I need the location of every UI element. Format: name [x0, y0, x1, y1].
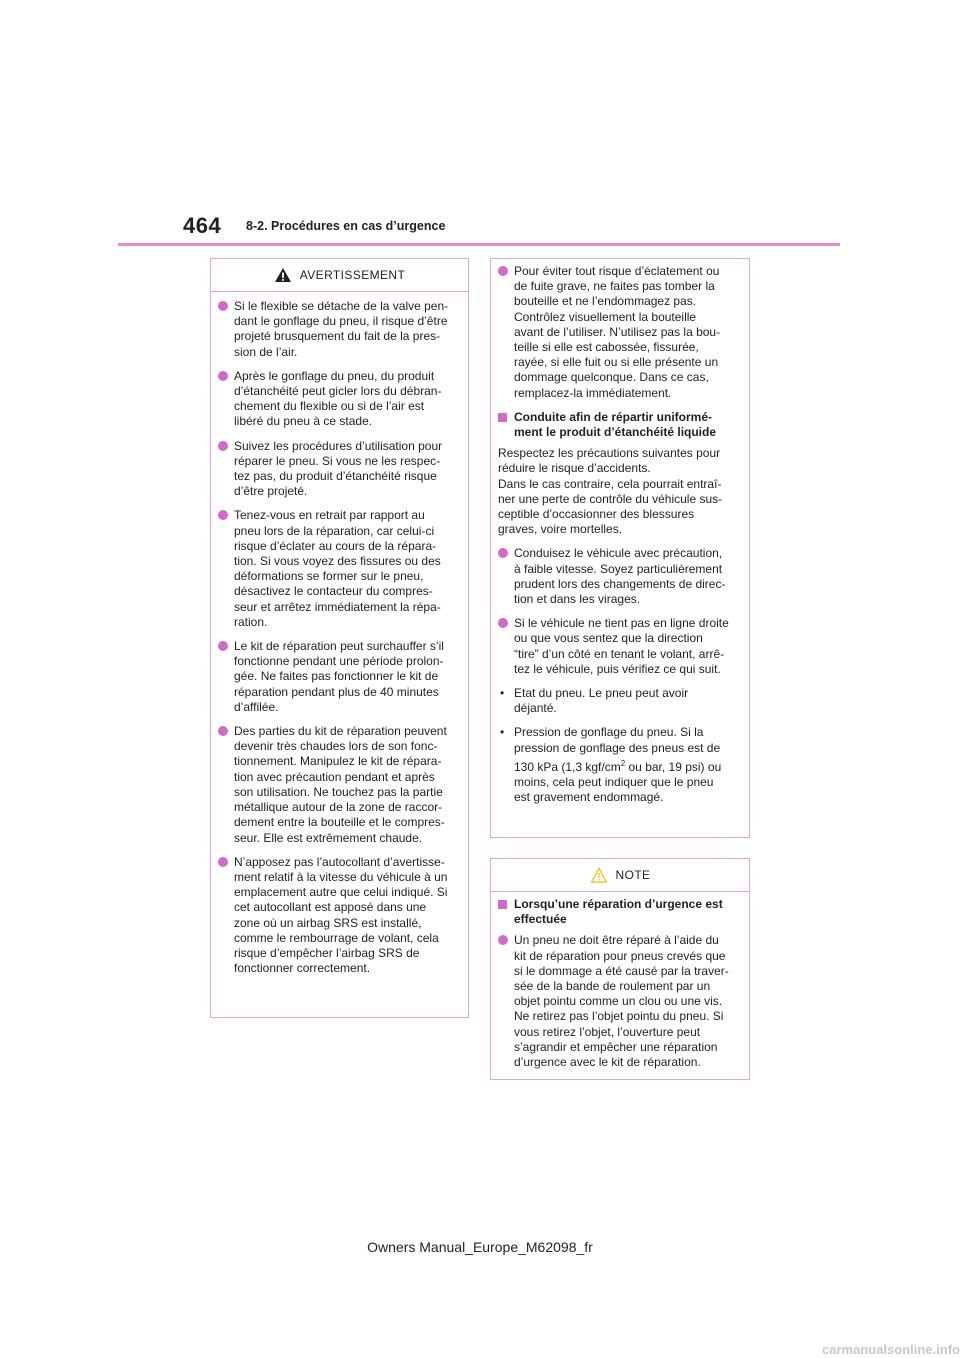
- sub-bullet: •: [500, 725, 505, 740]
- sub-list-item: [498, 725, 740, 805]
- caution-triangle-icon: [590, 867, 608, 883]
- warning-triangle-icon: [274, 267, 292, 283]
- note-header: [491, 859, 749, 892]
- list-item-text: Un pneu ne doit être réparé à l’aide du kit de réparation pour pneus crevés que si le dommage a été causé par la traver- sée de la bande de roulement par un objet pointu comme un clou ou une vis. Ne retirez pas l’objet pointu du pneu. Si vous retirez l’objet, l’ouverture peut s’agrandir et empêcher une réparation d’urgence avec le kit de réparation.: [514, 933, 729, 1070]
- list-item-text: Après le gonflage du pneu, du produit d’étanchéité peut gicler lors du débran- chement du flexible ou si de l’air est libéré du pneu à ce stade.: [234, 368, 442, 429]
- list-item: [218, 299, 459, 360]
- list-item-text: Conduisez le véhicule avec précaution, à faible vitesse. Soyez particulièrement prudent lors des changements de direc- tion et dans les virages.: [514, 546, 726, 607]
- list-item: [218, 439, 459, 500]
- list-item-text: Pour éviter tout risque d’éclatement ou de fuite grave, ne faites pas tomber la bouteille et ne l’endommagez pas. Contrôlez visuellement la bouteille avant de l’utiliser. N’utilisez pas la bou- teille si elle est cabossée, fissurée, rayée, si elle fuit ou si elle présente un dommage quelconque. Dans ce cas, remplacez-la immédiatement.: [514, 264, 721, 400]
- warning-title: AVERTISSEMENT: [299, 268, 406, 282]
- bullet-dot: [218, 641, 228, 651]
- bullet-dot: [218, 726, 228, 736]
- warning-continued-box: [490, 258, 750, 838]
- superscript: 2: [620, 758, 626, 768]
- bullet-dot: [218, 371, 228, 381]
- heading-square: [498, 900, 507, 909]
- list-item-text: Des parties du kit de réparation peuvent devenir très chaudes lors de son fonc- tionnement. Manipulez le kit de répara- tion avec précaution pendant et après son utilisation. Ne touchez pas la partie métallique autour de la zone de raccor- dement entre la bouteille et le compres- seur. Elle est extrêmement chaude.: [234, 724, 447, 845]
- list-item-text: N’apposez pas l’autocollant d’avertisse- ment relatif à la vitesse du véhicule à un emplacement autre que celui indiqué. Si cet autocollant est apposé dans une zone où un airbag SRS est installé, comme le rembourrage de volant, cela risque d’empêcher l’airbag SRS de fonctionner correctement.: [234, 854, 448, 976]
- bullet-dot: [218, 301, 228, 311]
- footer-text: Owners Manual_Europe_M62098_fr: [367, 1239, 593, 1255]
- list-item: [218, 855, 459, 977]
- warning-continued-body: [491, 259, 749, 821]
- sub-text-pre: Pression de gonflage du pneu. Si la pression de gonflage des pneus est de 130 kPa (1,3 kgf/cm: [514, 725, 721, 774]
- list-item: [498, 933, 740, 1070]
- note-body: [491, 892, 749, 1085]
- note-title: NOTE: [615, 868, 651, 882]
- bullet-dot: [498, 266, 508, 276]
- list-item-text: Le kit de réparation peut surchauffer s’il fonctionne pendant une période prolon- gée. Ne faites pas fonctionner le kit de réparation pendant plus de 40 minutes d’affilée.: [234, 639, 444, 714]
- list-item: [498, 264, 740, 401]
- list-item: [218, 724, 459, 846]
- bullet-dot: [498, 935, 508, 945]
- list-item: [218, 508, 459, 630]
- list-item: [218, 639, 459, 715]
- bullet-dot: [218, 441, 228, 451]
- sub-list-item-text: [514, 725, 721, 805]
- warning-body: [211, 292, 468, 991]
- paragraph: Respectez les précautions suivantes pour réduire le risque d’accidents. Dans le cas contraire, cela pourrait entraî- ner une perte de contrôle du véhicule sus- ceptible d’occasionner des blessures graves, voire mortelles.: [498, 446, 723, 537]
- list-item-text: Tenez-vous en retrait par rapport au pneu lors de la réparation, car celui-ci risque d’éclater au cours de la répara- tion. Si vous voyez des fissures ou des déformations se former sur le pneu, désactivez le contacteur du compres- seur et arrêtez immédiatement la répa- ration.: [234, 508, 441, 629]
- note-box: [490, 858, 750, 1080]
- subsection-heading: [498, 897, 740, 927]
- page-number: 464: [183, 213, 222, 238]
- section-title: 8-2. Procédures en cas d’urgence: [246, 219, 446, 233]
- header-rule: [118, 243, 840, 246]
- subsection-heading: [498, 410, 740, 440]
- bullet-dot: [498, 548, 508, 558]
- subsection-heading-text: Conduite afin de répartir uniformé- ment le produit d’étanchéité liquide: [514, 409, 717, 440]
- watermark: carmanualsonline.info: [822, 1342, 960, 1357]
- list-item-text: Suivez les procédures d’utilisation pour réparer le pneu. Si vous ne les respec- tez pas, du produit d’étanchéité risque d’être projeté.: [234, 438, 443, 499]
- warning-box: [210, 258, 469, 1018]
- list-item: [498, 546, 740, 607]
- heading-square: [498, 413, 507, 422]
- list-item-text: Si le véhicule ne tient pas en ligne droite ou que vous sentez que la direction “tire” d’un côté en tenant le volant, arrê- tez le véhicule, puis vérifiez ce qui suit.: [514, 616, 729, 676]
- warning-header: [211, 259, 468, 292]
- list-item: [498, 616, 740, 677]
- subsection-heading-text: Lorsqu’une réparation d’urgence est effectuée: [514, 897, 723, 927]
- sub-text-post: ou bar, 19 psi) ou moins, cela peut indiquer que le pneu est gravement endommagé.: [514, 759, 722, 805]
- sub-list-item-text: Etat du pneu. Le pneu peut avoir déjanté.: [514, 686, 689, 716]
- list-item: [218, 369, 459, 430]
- list-item-text: Si le flexible se détache de la valve pen- dant le gonflage du pneu, il risque d’être projeté brusquement du fait de la pres- sion de l’air.: [234, 299, 449, 359]
- sub-list-item: [498, 686, 740, 716]
- bullet-dot: [218, 510, 228, 520]
- bullet-dot: [218, 857, 228, 867]
- sub-bullet: •: [500, 686, 505, 701]
- bullet-dot: [498, 618, 508, 628]
